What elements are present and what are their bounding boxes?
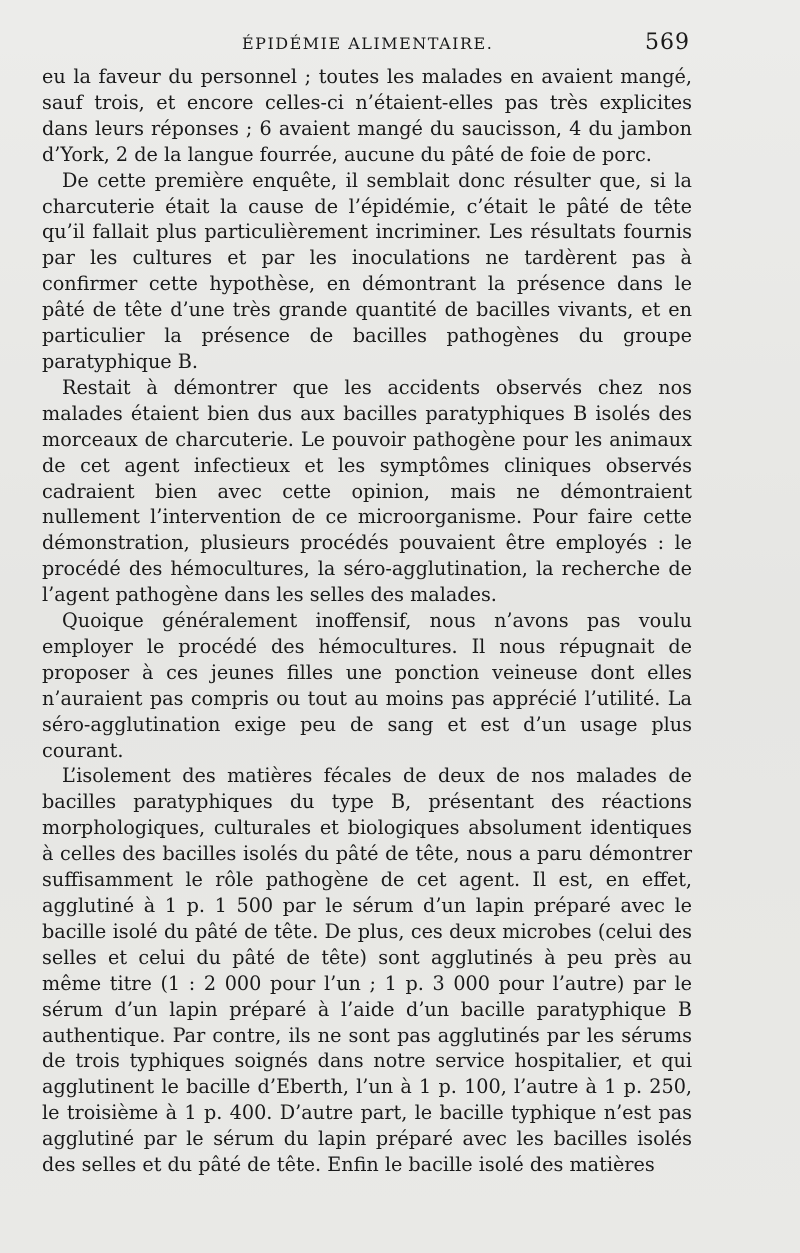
running-title: ÉPIDÉMIE ALIMENTAIRE. [242, 34, 494, 53]
paragraph-continued: eu la faveur du personnel ; toutes les malades en avaient mangé, sauf trois, et encore celles-ci n’étaient-elles pas très explicites dans leurs réponses ; 6 avaient mangé du saucisson, 4 du jambon d’York, 2 de la langue fourrée, aucune du pâté de foie de porc. [42, 65, 692, 166]
paragraph: Quoique généralement inoffensif, nous n’avons pas voulu employer le procédé des hémocultures. Il nous répugnait de proposer à ces jeunes filles une ponction veineuse dont elles n’auraient pas compris ou tout au moins pas apprécié l’utilité. La séro-agglutination exige peu de sang et est d’un usage plus courant. [42, 609, 692, 762]
page-number: 569 [645, 30, 690, 55]
paragraph: De cette première enquête, il semblait donc résulter que, si la charcuterie était la cause de l’épidémie, c’était le pâté de tête qu’il fallait plus particulièrement incriminer. Les résultats fournis par les cultures et par les inoculations ne tardèrent pas à confirmer cette hypothèse, en démontrant la présence dans le pâté de tête d’une très grande quantité de bacilles vivants, et en particulier la présence de bacilles pathogènes du groupe paratyphique B. [42, 168, 692, 373]
paragraph: L’isolement des matières fécales de deux de nos malades de bacilles paratyphiques du type B, présentant des réactions morphologiques, culturales et biologiques absolument identiques à celles des bacilles isolés du pâté de tête, nous a paru démontrer suffisamment le rôle pathogène de cet agent. Il est, en effet, agglutiné à 1 p. 1 500 par le sérum d’un lapin préparé avec le bacille isolé du pâté de tête. De plus, ces deux microbes (celui des selles et celui du pâté de tête) sont agglutinés à peu près au même titre (1 : 2 000 pour l’un ; 1 p. 3 000 pour l’autre) par le sérum d’un lapin préparé à l’aide d’un bacille paratyphique B authentique. Par contre, ils ne sont pas agglutinés par les sérums de trois typhiques soignés dans notre service hospitalier, et qui agglutinent le bacille d’Eberth, l’un à 1 p. 100, l’autre à 1 p. 250, le troisième à 1 p. 400. D’autre part, le bacille typhique n’est pas agglutiné par le sérum du lapin préparé avec les bacilles isolés des selles et du pâté de tête. Enfin le bacille isolé des matières [42, 764, 692, 1177]
page-header [42, 30, 700, 60]
body-text [42, 64, 692, 1178]
paragraph: Restait à démontrer que les accidents observés chez nos malades étaient bien dus aux bacilles paratyphiques B isolés des morceaux de charcuterie. Le pouvoir pathogène pour les animaux de cet agent infectieux et les symptômes cliniques observés cadraient bien avec cette opinion, mais ne démontraient nullement l’intervention de ce microorganisme. Pour faire cette démonstration, plusieurs procédés pouvaient être employés : le procédé des hémocultures, la séro-agglutination, la recherche de l’agent pathogène dans les selles des malades. [42, 375, 692, 607]
